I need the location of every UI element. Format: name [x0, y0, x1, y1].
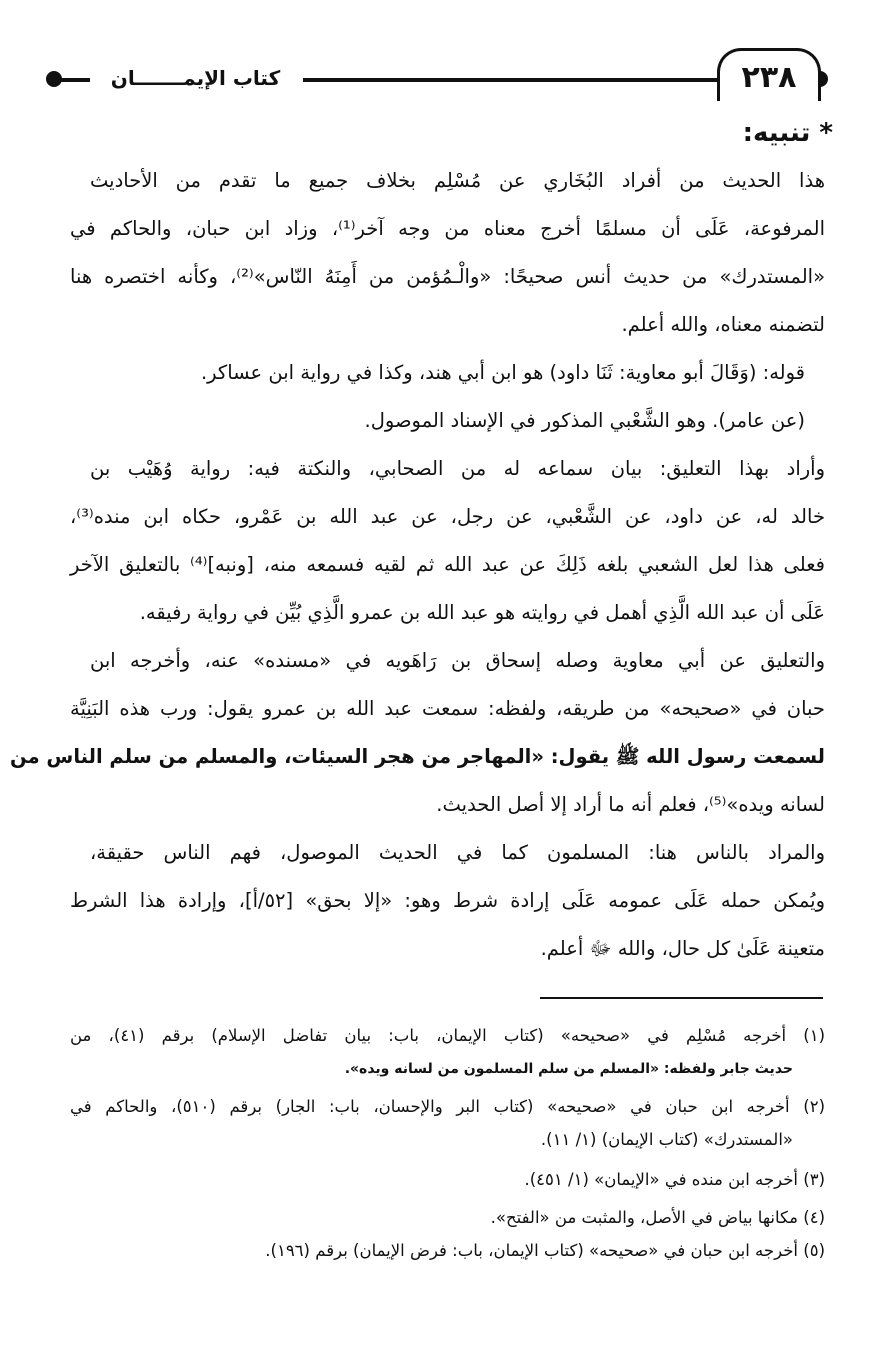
page-number: ٢٣٨: [717, 48, 821, 101]
body-line: خالد له، عن داود، عن الشَّعْبي، عن رجل، عن عبد الله بن عَمْرو، حكاه ابن منده⁽³⁾،: [70, 505, 825, 528]
header-rule-right: [303, 78, 717, 82]
section-heading: * تنبيه:: [742, 118, 833, 148]
footnote-separator: [540, 997, 823, 999]
footnote: (٣) أخرجه ابن منده في «الإيمان» (١/ ٤٥١).: [524, 1170, 825, 1189]
body-line: ويُمكن حمله عَلَى عمومه عَلَى إرادة شرط وهو: «إلا بحق» [٥٢/أ]، وإرادة هذا الشرط: [70, 889, 825, 912]
header-rule-left: [52, 78, 90, 82]
body-line: هذا الحديث من أفراد البُخَاري عن مُسْلِم بخلاف جميع ما تقدم من الأحاديث: [90, 169, 825, 192]
footnote: (٤) مكانها بياض في الأصل، والمثبت من «الفتح».: [490, 1208, 825, 1227]
body-line: لتضمنه معناه، والله أعلم.: [621, 313, 825, 336]
body-line: عَلَى أن عبد الله الَّذِي أهمل في روايته هو عبد الله بن عمرو الَّذِي بُيِّن في رواية رفيقه.: [139, 601, 825, 624]
body-line: المرفوعة، عَلَى أن مسلمًا أخرج معناه من وجه آخر⁽¹⁾، وزاد ابن حبان، والحاكم في: [70, 217, 825, 240]
footnote: (١) أخرجه مُسْلِم في «صحيحه» (كتاب الإيمان، باب: بيان تفاضل الإسلام) برقم (٤١)، من: [70, 1026, 826, 1045]
body-line: والمراد بالناس هنا: المسلمون كما في الحديث الموصول، فهم الناس حقيقة،: [90, 841, 825, 864]
body-line: والتعليق عن أبي معاوية وصله إسحاق بن رَاهَويه في «مسنده» عنه، وأخرجه ابن: [90, 649, 825, 672]
body-line: حبان في «صحيحه» من طريقه، ولفظه: سمعت عبد الله بن عمرو يقول: ورب هذه البَنِيَّة: [70, 697, 825, 720]
body-line: متعينة عَلَىٰ كل حال، والله ﷻ أعلم.: [540, 937, 825, 960]
footnote-continuation: «المستدرك» (كتاب الإيمان) (١/ ١١).: [540, 1130, 793, 1149]
footnote: (٥) أخرجه ابن حبان في «صحيحه» (كتاب الإيمان، باب: فرض الإيمان) برقم (١٩٦).: [265, 1241, 825, 1260]
footnote: (٢) أخرجه ابن حبان في «صحيحه» (كتاب البر والإحسان، باب: الجار) برقم (٥١٠)، والحاكم في: [70, 1097, 825, 1116]
body-line: قوله: (وَقَالَ أبو معاوية: ثَنَا داود) هو ابن أبي هند، وكذا في رواية ابن عساكر.: [200, 361, 805, 384]
body-line: لسمعت رسول الله ﷺ يقول: «المهاجر من هجر السيئات، والمسلم من سلم الناس من: [10, 745, 825, 768]
body-line: لسانه ويده»⁽⁵⁾، فعلم أنه ما أراد إلا أصل الحديث.: [436, 793, 825, 816]
footnote-continuation: حديث جابر ولفظه: «المسلم من سلم المسلمون من لسانه ويده».: [344, 1061, 793, 1077]
book-title: كتاب الإيمـــــــان: [110, 66, 281, 90]
body-line: «المستدرك» من حديث أنس صحيحًا: «والْـمُؤمن من أَمِنَهُ النّاس»⁽²⁾، وكأنه اختصره هنا: [70, 265, 825, 288]
body-line: (عن عامر). وهو الشَّعْبي المذكور في الإسناد الموصول.: [364, 409, 805, 432]
body-line: وأراد بهذا التعليق: بيان سماعه له من الصحابي، والنكتة فيه: رواية وُهَيْب بن: [90, 457, 825, 480]
body-line: فعلى هذا لعل الشعبي بلغه ذَلِكَ عن عبد الله ثم لقيه فسمعه منه، [ونبه]⁽⁴⁾ بالتعليق الآخر: [70, 553, 825, 576]
